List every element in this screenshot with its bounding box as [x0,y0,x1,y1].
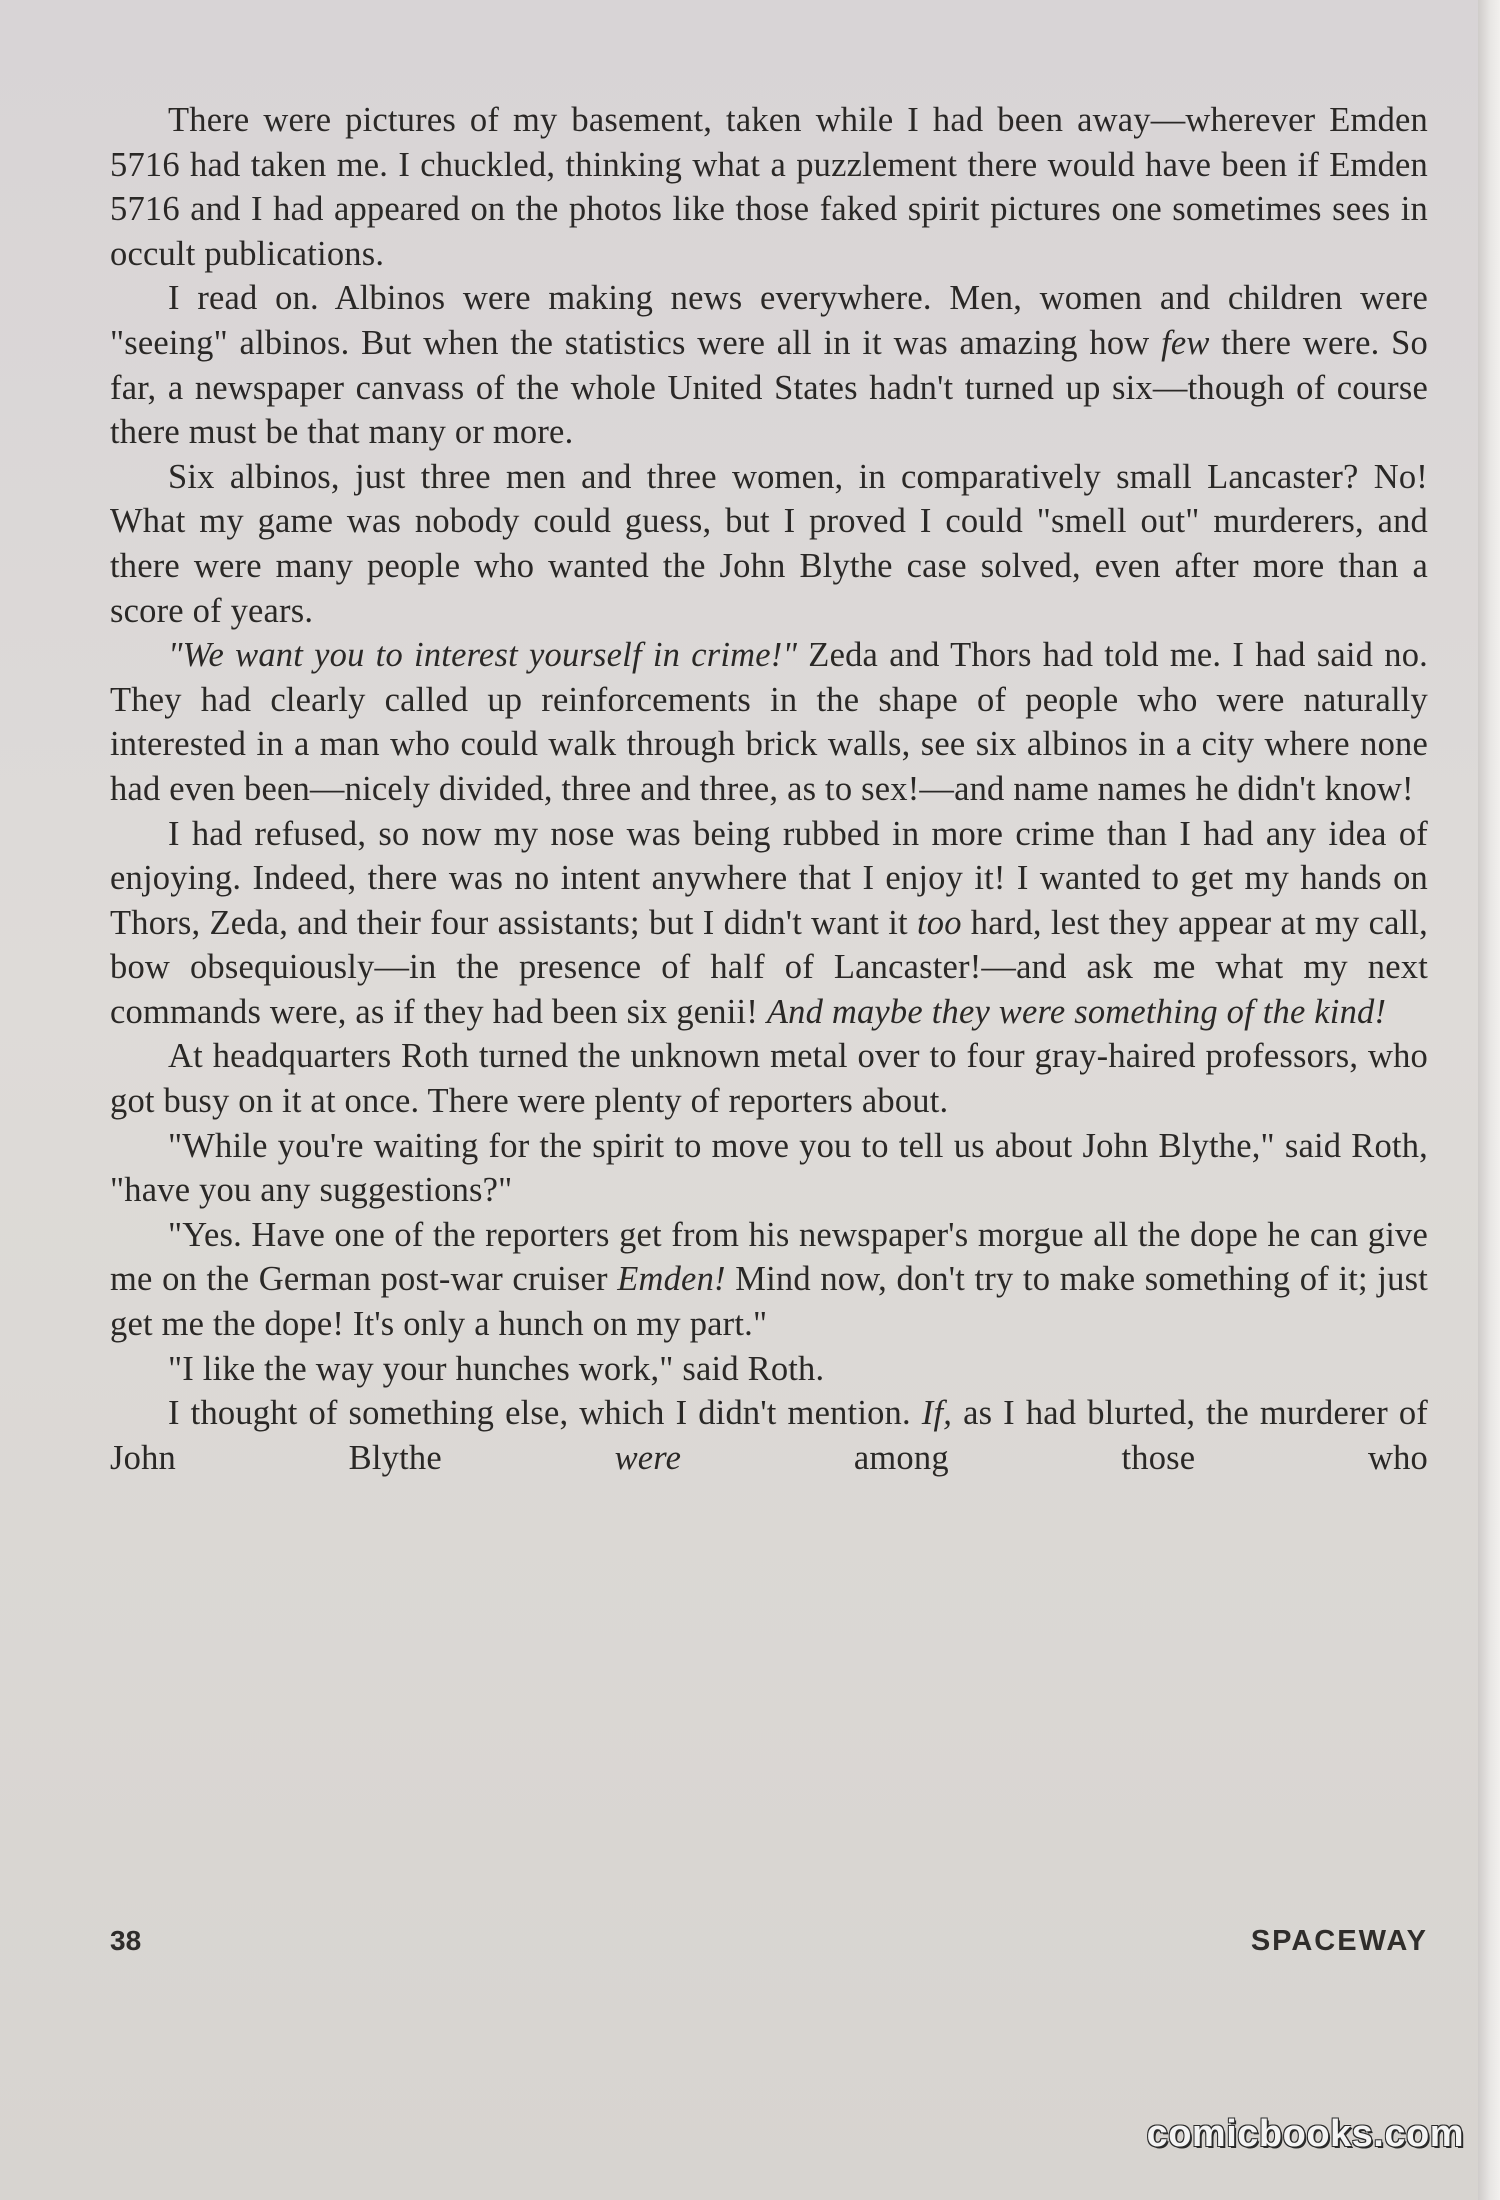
italic-text: "We want you to interest yourself in crime!" [168,636,798,675]
paragraph [110,1347,1428,1392]
paragraph [110,276,1428,454]
watermark: comicbooks.com [1146,2113,1464,2155]
paragraph [110,1391,1428,1480]
text-run: hard, lest they appear at my call, bow obsequiously—in the presence of half of Lancaster!—and ask me what my next commands were, as if they had been six genii! [110,903,1428,1031]
italic-text: If, [921,1394,953,1433]
text-run: Zeda and Thors had told me. I had said no. They had clearly called up reinforcements in the shape of people who were naturally interested in a man who could walk through brick walls, see six albinos in a city where none had even been—nicely divided, three and three, as to sex!—and name names he didn't know! [110,636,1428,808]
text-run: I read on. Albinos were making news everywhere. Men, women and children were "seeing" albinos. But when the statistics were all in it was amazing how [110,279,1428,362]
text-run: there were. So far, a newspaper canvass of the whole United States hadn't turned up six—though of course there must be that many or more. [110,323,1428,452]
text-run: I had refused, so now my nose was being rubbed in more crime than I had any idea of enjoying. Indeed, there was no intent anywhere that I enjoy it! I wanted to get my hands on Thors, Zeda, and their four assistants; but I didn't want it [110,814,1428,942]
italic-text: And maybe they were something of the kind! [766,992,1387,1031]
paragraph [110,812,1428,1035]
italic-text: few [1161,323,1210,362]
page-number: 38 [110,1925,142,1956]
paragraph [110,455,1428,633]
italic-text: Emden! [617,1260,726,1299]
paragraph [110,633,1428,811]
italic-text: were [614,1438,682,1477]
paragraph [110,98,1428,276]
text-run: "Yes. Have one of the reporters get from his newspaper's morgue all the dope he can give me on the German post-war cruiser [110,1215,1428,1299]
text-run: I thought of something else, which I didn't mention. [168,1394,922,1433]
text-run: At headquarters Roth turned the unknown metal over to four gray-haired professors, who got busy on it at once. There were plenty of reporters about. [110,1037,1428,1121]
paragraph [110,1213,1428,1347]
text-run: "While you're waiting for the spirit to move you to tell us about John Blythe," said Roth, "have you any suggestions?" [110,1126,1428,1210]
text-run: Mind now, don't try to make something of it; just get me the dope! It's only a hunch on my part." [110,1260,1428,1344]
page-edge [1478,0,1500,2200]
text-run: There were pictures of my basement, taken while I had been away—wherever Emden 5716 had taken me. I chuckled, thinking what a puzzlement there would have been if Emden 5716 and I had appeared on the photos like those faked spirit pictures one sometimes sees in occult publications. [110,101,1428,273]
italic-text: too [916,903,962,942]
paragraph [110,1124,1428,1213]
text-run: "I like the way your hunches work," said Roth. [168,1349,825,1388]
text-run: Six albinos, just three men and three women, in comparatively small Lancaster? No! What my game was nobody could guess, but I proved I could "smell out" murderers, and there were many people who wanted the John Blythe case solved, even after more than a score of years. [110,457,1428,630]
page-footer [110,1925,1428,1958]
text-run: as I had blurted, the murderer of John Blythe [110,1394,1428,1477]
magazine-title: SPACEWAY [1250,1925,1428,1957]
paragraph [110,1034,1428,1123]
story-text [110,98,1428,1480]
text-run: among those who [681,1438,1428,1477]
